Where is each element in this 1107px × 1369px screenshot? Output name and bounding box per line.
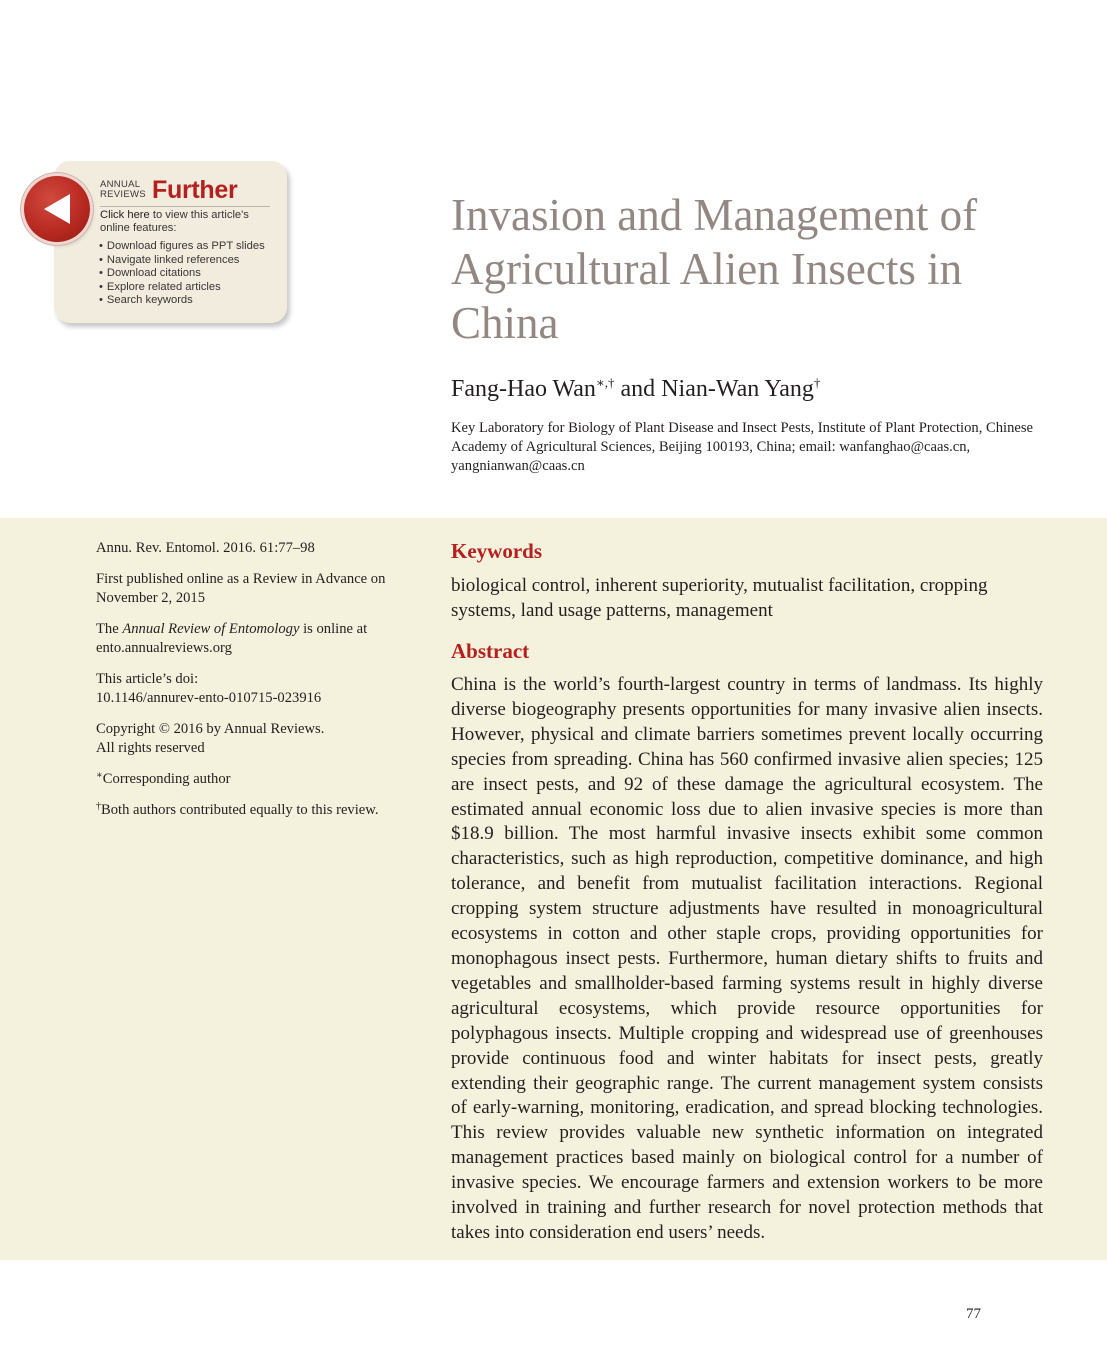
further-title: Further: [152, 176, 238, 204]
citation: Annu. Rev. Entomol. 2016. 61:77–98: [96, 540, 315, 556]
author-2-marks: †: [813, 375, 821, 390]
click-here-rest: to view this article's online features:: [100, 209, 249, 234]
article-title: Invasion and Management of Agricultural Alien Insects in China: [451, 190, 978, 348]
journal-name: Annual Review of Entomology: [122, 621, 300, 637]
feature-download-citations[interactable]: • Download citations: [99, 267, 265, 281]
feature-download-figures[interactable]: • Download figures as PPT slides: [99, 240, 265, 254]
feature-navigate-references[interactable]: • Navigate linked references: [99, 254, 265, 268]
doi-value: 10.1146/annurev-ento-010715-023916: [96, 690, 322, 706]
article-sidebar: [96, 539, 416, 832]
copyright: Copyright © 2016 by Annual Reviews.: [96, 721, 325, 737]
keywords-heading: Keywords: [451, 539, 542, 563]
corresponding-note: ∗Corresponding author: [96, 770, 231, 787]
keywords-text: biological control, inherent superiority, mutualist facilitation, cropping systems, land usage patterns, management: [451, 575, 988, 621]
rights: All rights reserved: [96, 740, 205, 756]
doi-label: This article’s doi:: [96, 671, 199, 687]
first-published: First published online as a Review in Advance on November 2, 2015: [96, 571, 386, 606]
left-arrow-icon: [37, 189, 77, 229]
further-features-list: [99, 240, 265, 308]
page-number: 77: [966, 1306, 981, 1322]
author-1: Fang-Hao Wan: [451, 376, 596, 402]
feature-search-keywords[interactable]: • Search keywords: [99, 294, 265, 308]
equal-contribution-note: †Both authors contributed equally to this review.: [96, 801, 379, 818]
further-brand: [100, 178, 280, 206]
author-1-marks: ∗,†: [595, 375, 615, 390]
further-divider: [100, 206, 270, 207]
doi-block: [96, 670, 416, 708]
author-line: [451, 373, 1051, 405]
further-arrow-button[interactable]: [24, 176, 90, 242]
annual-reviews-wordmark: ANNUAL REVIEWS: [100, 179, 146, 200]
abstract-heading: Abstract: [451, 639, 530, 663]
further-click-text: [100, 209, 280, 235]
copyright-block: [96, 720, 416, 758]
author-join: and: [614, 376, 662, 402]
feature-related-articles[interactable]: • Explore related articles: [99, 281, 265, 295]
affiliation: Key Laboratory for Biology of Plant Disease and Insect Pests, Institute of Plant Protection, Chinese Academy of Agricultural Sciences, Beijing 100193, China; email: wanfanghao@caas.cn, yangnianwan@caas.cn: [451, 420, 1034, 474]
abstract-text: China is the world’s fourth-largest country in terms of landmass. Its highly diverse biogeography presents opportunities for many invasive alien insects. However, physical and climate barriers sometimes prevent locally occurring species from spreading. China has 560 confirmed invasive alien species; 125 are insect pests, and 92 of these damage the agricultural ecosystem. The estimated annual economic loss due to alien invasive species is more than $18.9 billion. The most harmful invasive insects exhibit some common characteristics, such as high reproduction, competitive dominance, and high tolerance, and benefit from mutualist facilitation interactions. Regional cropping system structure adjustments have resulted in monoagricultural ecosystems in cotton and other staple crops, providing opportunities for monophagous insect pests. Furthermore, human dietary shifts to fruits and vegetables and smallholder-based farming systems result in highly diverse agricultural ecosystems, which provide resource opportunities for polyphagous insects. Multiple cropping and widespread use of greenhouses provide continuous food and winter habitats for insect pests, greatly extending their geographic range. The current management system consists of early-warning, monitoring, eradication, and spread blocking technologies. This review provides valuable new synthetic information on integrated management practices based mainly on biological control for a number of invasive species. We encourage farmers and extension workers to be more involved in training and further research for novel protection methods that takes into consideration end users’ needs.: [451, 674, 1043, 1243]
author-2: Nian-Wan Yang: [661, 376, 814, 402]
journal-online: The Annual Review of Entomology is online at ento.annualreviews.org: [96, 621, 368, 656]
click-here-link[interactable]: Click here: [100, 209, 150, 221]
